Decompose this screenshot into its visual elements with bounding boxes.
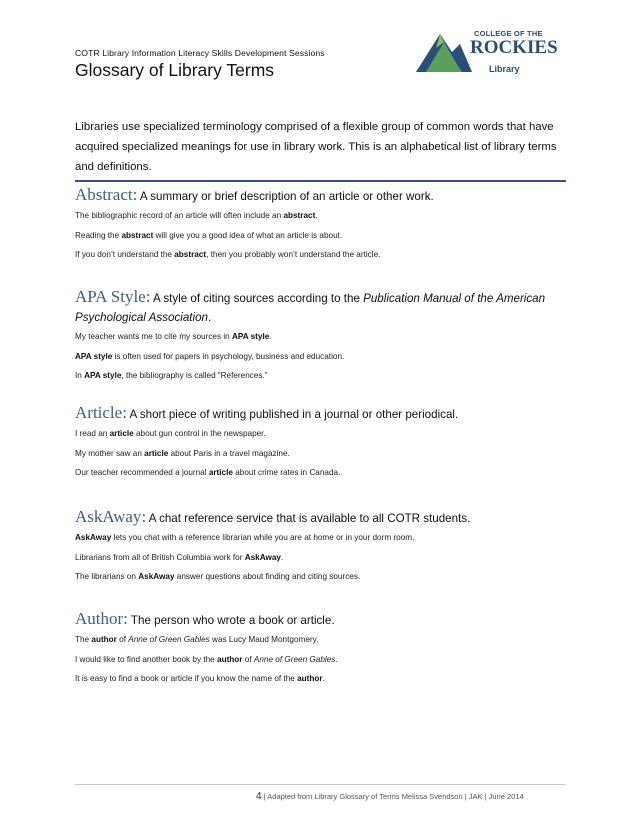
- footer-separator: |: [261, 792, 268, 801]
- example-sentence: AskAway lets you chat with a reference librarian while you are at home or in your dorm room.: [75, 533, 415, 542]
- example-sentence: My mother saw an article about Paris in a travel magazine.: [75, 448, 290, 458]
- term-colon: :: [145, 287, 151, 306]
- example-sentence: Reading the abstract will give you a good idea of what an article is about.: [75, 230, 343, 240]
- term-colon: :: [141, 507, 147, 526]
- example-sentence: It is easy to find a book or article if you know the name of the author.: [75, 674, 325, 683]
- term-heading: AskAway: [75, 507, 142, 526]
- term-heading: APA Style: [75, 287, 146, 306]
- page-title: Glossary of Library Terms: [75, 60, 275, 80]
- footer-divider: [75, 784, 566, 785]
- term-heading: Abstract: [75, 185, 133, 204]
- term-line: [75, 403, 570, 424]
- example-sentence: The librarians on AskAway answer questions about finding and citing sources.: [75, 572, 361, 581]
- term-colon: :: [122, 403, 127, 422]
- footer-separator: |: [482, 792, 489, 801]
- example-sentence: I would like to find another book by the author of Anne of Green Gables.: [75, 654, 338, 664]
- term-colon: :: [132, 185, 138, 204]
- logo-line-2: ROCKIES: [470, 37, 558, 58]
- mountain-logo-icon: [414, 26, 474, 76]
- example-sentence: Our teacher recommended a journal article about crime rates in Canada.: [75, 468, 341, 477]
- example-sentence: Librarians from all of British Columbia work for AskAway.: [75, 552, 284, 562]
- intro-paragraph: Libraries use specialized terminology comprised of a flexible group of common words that have acquired specialized meanings for use in library work. This is an alphabetical list of library terms and definitions.: [75, 121, 557, 173]
- term-definition: A short piece of writing published in a journal or other periodical.: [126, 408, 459, 421]
- term-definition: A chat reference service that is available to all COTR students.: [146, 512, 471, 525]
- series-label: COTR Library Information Literacy Skills Development Sessions: [75, 48, 325, 58]
- footer-credit: Adapted from Library Glossary of Terms Melissa Svendson: [267, 792, 463, 801]
- example-sentence: I read an article about gun control in the newspaper.: [75, 429, 266, 438]
- term-definition: A summary or brief description of an article or other work.: [137, 190, 434, 203]
- term-heading: Author: [75, 609, 124, 628]
- term-line: [75, 609, 570, 630]
- glossary-entry-askaway: [75, 507, 570, 587]
- term-line: [75, 185, 570, 206]
- glossary-entry-apa-style: [75, 287, 570, 386]
- footer-separator: |: [462, 792, 469, 801]
- example-sentence: In APA style, the bibliography is called “References.”: [75, 371, 268, 380]
- term-definition: A style of citing sources according to the: [150, 292, 364, 305]
- logo-line-1: COLLEGE OF THE: [474, 29, 543, 38]
- example-sentence: My teacher wants me to cite my sources in APA style.: [75, 332, 272, 341]
- example-sentence: APA style is often used for papers in psychology, business and education.: [75, 351, 345, 361]
- glossary-entry-article: [75, 403, 570, 483]
- term-line: [75, 507, 570, 528]
- page-footer: [256, 791, 524, 802]
- example-sentence: If you don’t understand the abstract, then you probably won’t understand the article.: [75, 250, 381, 259]
- glossary-entry-author: [75, 609, 570, 689]
- example-sentence: The bibliographic record of an article will often include an abstract.: [75, 211, 318, 220]
- page-number: 4: [256, 791, 262, 802]
- header-divider: [75, 180, 566, 182]
- term-definition-end: .: [207, 311, 212, 324]
- example-sentence: The author of Anne of Green Gables was Lucy Maud Montgomery.: [75, 635, 319, 644]
- footer-date: June 2014: [488, 792, 524, 801]
- footer-initials: JAK: [468, 792, 483, 801]
- term-heading: Article: [75, 403, 123, 422]
- term-line: [75, 287, 570, 327]
- publication-title: Publication Manual of the American Psychological Association: [75, 292, 546, 324]
- college-logo: [414, 26, 564, 84]
- glossary-entry-abstract: [75, 185, 570, 265]
- term-colon: :: [123, 609, 128, 628]
- logo-line-3: Library: [489, 64, 520, 74]
- term-definition: The person who wrote a book or article.: [127, 614, 335, 627]
